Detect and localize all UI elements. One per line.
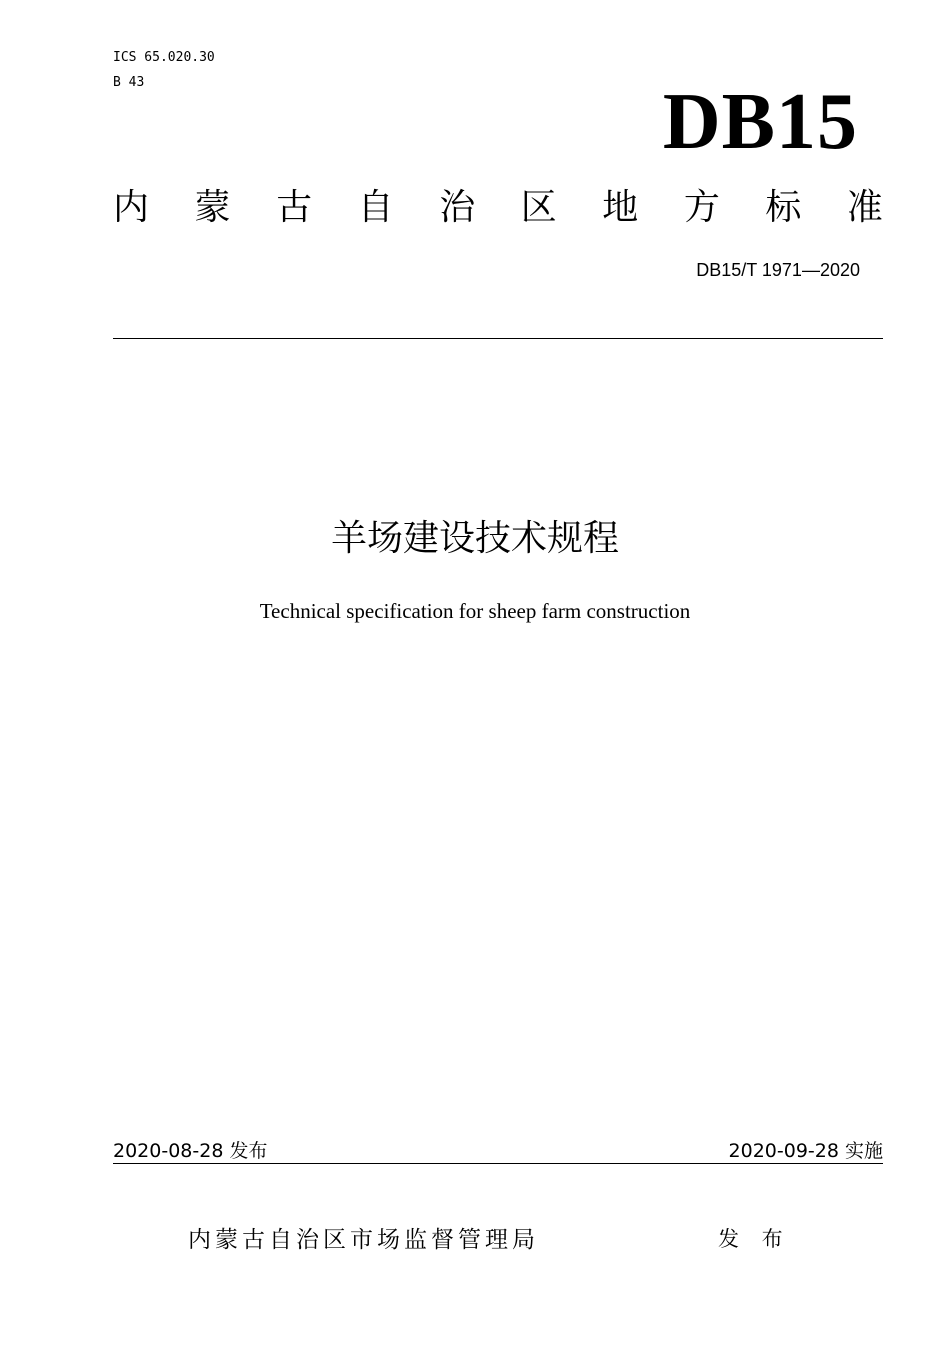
publisher-name: 内蒙古自治区市场监督管理局 [188,1227,539,1253]
standard-type [113,186,883,230]
standard-type-char: 方 [683,187,720,228]
standard-type-char: 内 [113,187,150,228]
issue-date: 2020-08-28 发布 [113,1140,268,1162]
ics-code: ICS 65.020.30 [113,50,215,65]
standard-number: DB15/T 1971—2020 [696,260,860,280]
document-title-chinese: 羊场建设技术规程 [330,518,619,559]
ccs-code: B 43 [113,75,145,90]
standard-type-char: 治 [439,187,476,228]
implementation-date: 2020-09-28 实施 [728,1140,883,1162]
header-divider [113,338,883,339]
standard-type-char: 古 [276,187,313,228]
standard-type-char: 蒙 [194,187,231,228]
standard-type-char: 自 [357,187,394,228]
standard-code: DB15 [662,78,858,166]
document-title-english: Technical specification for sheep farm construction [259,599,691,623]
standard-type-char: 区 [520,187,557,228]
standard-type-char: 地 [602,187,639,228]
footer-divider [113,1163,883,1164]
standard-type-char: 准 [846,187,883,228]
publish-label: 发 布 [718,1227,791,1251]
standard-type-char: 标 [765,187,802,228]
